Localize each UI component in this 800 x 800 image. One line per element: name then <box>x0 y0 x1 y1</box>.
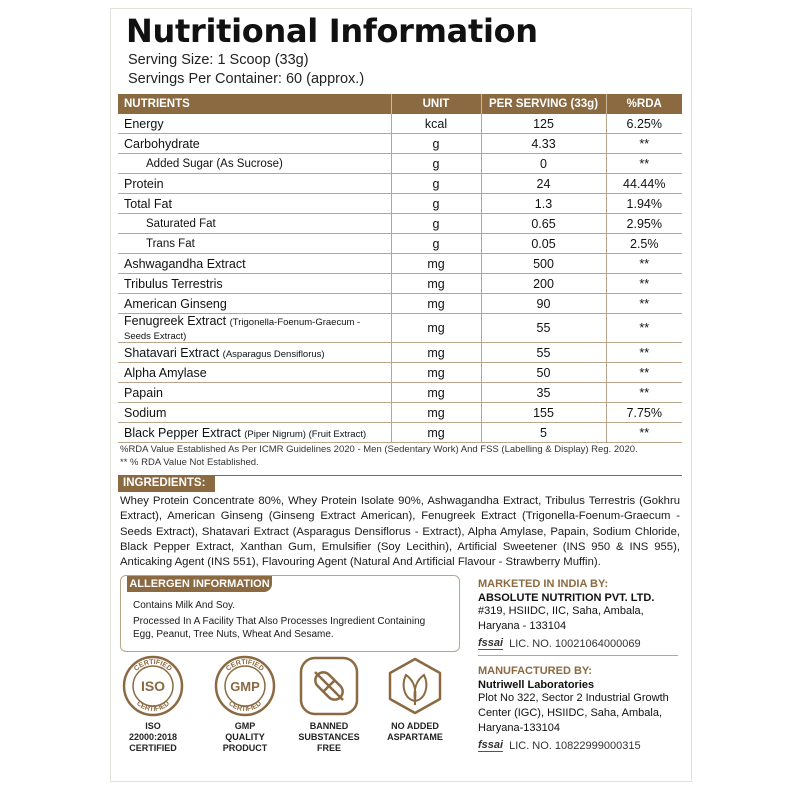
header-nutrients: NUTRIENTS <box>118 94 391 114</box>
unit-cell: mg <box>391 423 481 443</box>
per-serving-cell: 5 <box>481 423 606 443</box>
manufacturer-name: Nutriwell Laboratories <box>478 679 595 691</box>
nutrient-name <box>118 214 391 234</box>
nutrient-name <box>118 403 391 423</box>
ingredients-text: Whey Protein Concentrate 80%, Whey Protein Isolate 90%, Ashwagandha Extract, Tribulus Terrestris (Gokhru Extract), American Ginseng (Ginseng Extract American), Fenugreek Extract (Trigonella-Foenum-Graecum - Seeds Extract), Shatavari Extract (Asparagus Densiflorus - Extract), Alpha Amylase, Papain, Sodium Chloride, Black Pepper Extract, Xanthan Gum, Emulsifier (Soy Lecithin), Artificial Sweetener (INS 950 & INS 955), Anticaking Agent (INS 551), Flavouring Agent (Natural And Artificial Flavour - Strawberry Muffin). <box>120 495 680 569</box>
nutrient-label: Papain <box>124 385 163 400</box>
nutrient-label: Total Fat <box>124 196 172 211</box>
badge-mid-text: GMP <box>230 679 260 694</box>
table-row <box>118 383 682 403</box>
badge-label-line: NO ADDED <box>391 721 439 731</box>
badge-arc-text: CERTIFIED <box>135 700 171 714</box>
rda-cell: ** <box>606 134 682 154</box>
license-number: LIC. NO. 10822999000315 <box>509 740 641 752</box>
table-row <box>118 403 682 423</box>
nutrient-label: Trans Fat <box>146 237 195 250</box>
nutrient-label: Fenugreek Extract <box>124 314 227 328</box>
rda-cell: 2.95% <box>606 214 682 234</box>
ingredients-header <box>118 475 682 492</box>
no-added-aspartame-badge <box>380 655 450 743</box>
badge-label <box>210 721 280 754</box>
badge-label-line: QUALITY <box>225 732 265 742</box>
marketer-name: ABSOLUTE NUTRITION PVT. LTD. <box>478 592 655 604</box>
unit-cell: g <box>391 154 481 174</box>
banned-substances-icon <box>298 655 360 717</box>
badge-label-line: SUBSTANCES <box>298 732 360 742</box>
table-row <box>118 114 682 134</box>
badge-mid-text: ISO <box>140 678 166 694</box>
leaf-icon <box>384 655 446 717</box>
per-serving-cell: 35 <box>481 383 606 403</box>
nutrient-label: Ashwagandha Extract <box>124 256 246 271</box>
nutrient-label: Protein <box>124 176 164 191</box>
nutrient-name <box>118 294 391 314</box>
badge-label-line: ISO <box>145 721 161 731</box>
table-header-row <box>118 94 682 114</box>
unit-cell: mg <box>391 314 481 343</box>
certification-badges <box>118 655 463 767</box>
table-row <box>118 294 682 314</box>
table-row <box>118 423 682 443</box>
footnote-not-established: ** % RDA Value Not Established. <box>120 457 259 468</box>
rda-cell: ** <box>606 294 682 314</box>
nutrient-note: (Piper Nigrum) (Fruit Extract) <box>244 428 367 440</box>
badge-label <box>380 721 450 743</box>
iso-certified-icon <box>122 655 184 717</box>
rda-cell: 6.25% <box>606 114 682 134</box>
per-serving-cell: 24 <box>481 174 606 194</box>
rda-cell: 7.75% <box>606 403 682 423</box>
rda-cell: ** <box>606 423 682 443</box>
manufactured-heading: MANUFACTURED BY: <box>478 665 593 677</box>
nutrient-label: Black Pepper Extract <box>124 425 241 440</box>
marketed-by-block <box>478 578 678 650</box>
table-row <box>118 194 682 214</box>
unit-cell: g <box>391 214 481 234</box>
per-serving-cell: 0.65 <box>481 214 606 234</box>
marketed-heading: MARKETED IN INDIA BY: <box>478 578 609 590</box>
nutrient-name <box>118 114 391 134</box>
nutrient-label: Carbohydrate <box>124 136 200 151</box>
nutrient-name <box>118 343 391 363</box>
nutrition-table <box>118 94 682 443</box>
nutrition-table-body <box>118 114 682 443</box>
license-number: LIC. NO. 10021064000069 <box>509 638 641 650</box>
table-row <box>118 214 682 234</box>
per-serving-cell: 55 <box>481 343 606 363</box>
manufacturer-address: Haryana-133104 <box>478 722 560 734</box>
table-row <box>118 154 682 174</box>
nutrient-name <box>118 234 391 254</box>
nutrient-label: Energy <box>124 116 164 131</box>
per-serving-cell: 55 <box>481 314 606 343</box>
unit-cell: mg <box>391 254 481 274</box>
nutrient-label: Sodium <box>124 405 167 420</box>
rda-cell: 44.44% <box>606 174 682 194</box>
unit-cell: mg <box>391 403 481 423</box>
unit-cell: mg <box>391 343 481 363</box>
badge-label-line: 22000:2018 <box>128 732 178 742</box>
nutrient-label: Alpha Amylase <box>124 365 207 380</box>
nutrient-label: American Ginseng <box>124 296 227 311</box>
badge-label-line: FREE <box>316 743 341 753</box>
per-serving-cell: 500 <box>481 254 606 274</box>
serving-size: Serving Size: 1 Scoop (33g) <box>128 52 309 68</box>
allergen-line: Processed In A Facility That Also Processes Ingredient Containing <box>133 616 426 627</box>
nutrient-name <box>118 174 391 194</box>
badge-arc-text: CERTIFIED <box>227 700 263 714</box>
unit-cell: mg <box>391 363 481 383</box>
allergen-line: Contains Milk And Soy. <box>133 600 236 611</box>
banned-substances-badge <box>294 655 364 754</box>
unit-cell: mg <box>391 383 481 403</box>
table-row <box>118 174 682 194</box>
marketer-address: Haryana - 133104 <box>478 620 567 632</box>
unit-cell: mg <box>391 274 481 294</box>
nutrient-name <box>118 423 391 443</box>
badge-label <box>118 721 188 754</box>
per-serving-cell: 50 <box>481 363 606 383</box>
table-row <box>118 363 682 383</box>
badge-arc-text: CERTIFIED <box>225 658 265 673</box>
nutrient-label: Shatavari Extract <box>124 345 220 360</box>
servings-per-container: Servings Per Container: 60 (approx.) <box>128 71 365 87</box>
table-row <box>118 134 682 154</box>
marketer-license <box>478 638 678 650</box>
gmp-certified-icon <box>214 655 276 717</box>
per-serving-cell: 125 <box>481 114 606 134</box>
per-serving-cell: 0 <box>481 154 606 174</box>
per-serving-cell: 200 <box>481 274 606 294</box>
per-serving-cell: 155 <box>481 403 606 423</box>
table-row <box>118 234 682 254</box>
table-row <box>118 314 682 343</box>
page-title: Nutritional Information <box>126 12 538 50</box>
nutrient-name <box>118 134 391 154</box>
nutrient-name <box>118 274 391 294</box>
unit-cell: g <box>391 194 481 214</box>
nutrient-label: Saturated Fat <box>146 217 216 230</box>
rda-cell: ** <box>606 314 682 343</box>
fssai-logo-icon: fssai <box>478 637 504 649</box>
per-serving-cell: 4.33 <box>481 134 606 154</box>
rda-cell: ** <box>606 254 682 274</box>
rda-cell: ** <box>606 274 682 294</box>
marketer-address: #319, HSIIDC, IIC, Saha, Ambala, <box>478 605 644 617</box>
manufacturer-license <box>478 740 678 752</box>
nutrient-note: (Asparagus Densiflorus) <box>222 348 325 360</box>
badge-label-line: CERTIFIED <box>129 743 177 753</box>
badge-label-line: PRODUCT <box>222 743 268 753</box>
table-row <box>118 343 682 363</box>
nutrient-name <box>118 383 391 403</box>
unit-cell: kcal <box>391 114 481 134</box>
badge-label <box>294 721 364 754</box>
rda-cell: ** <box>606 383 682 403</box>
iso-badge <box>118 655 188 754</box>
nutrient-label: Added Sugar (As Sucrose) <box>146 157 283 170</box>
header-per-serving: PER SERVING (33g) <box>481 94 606 114</box>
per-serving-cell: 90 <box>481 294 606 314</box>
rda-cell: ** <box>606 363 682 383</box>
footnote-rda: %RDA Value Established As Per ICMR Guidelines 2020 - Men (Sedentary Work) And FSS (Labelling & Display) Reg. 2020. <box>120 444 638 455</box>
manufacturer-address: Plot No 322, Sector 2 Industrial Growth <box>478 692 669 704</box>
nutrient-note: (Trigonella-Foenum-Graecum - Seeds Extract) <box>124 317 361 342</box>
unit-cell: g <box>391 174 481 194</box>
header-rda: %RDA <box>606 94 682 114</box>
ingredients-heading: INGREDIENTS: <box>118 475 215 492</box>
per-serving-cell: 0.05 <box>481 234 606 254</box>
unit-cell: mg <box>391 294 481 314</box>
badge-label-line: GMP <box>234 721 256 731</box>
allergen-box <box>120 575 460 652</box>
gmp-badge <box>210 655 280 754</box>
nutrient-name <box>118 194 391 214</box>
table-row <box>118 254 682 274</box>
rda-cell: 2.5% <box>606 234 682 254</box>
nutrient-name <box>118 363 391 383</box>
allergen-line: Egg, Peanut, Tree Nuts, Wheat And Sesame. <box>133 629 334 640</box>
nutrient-name <box>118 254 391 274</box>
divider <box>478 655 678 656</box>
table-row <box>118 274 682 294</box>
rda-cell: ** <box>606 154 682 174</box>
manufactured-by-block <box>478 665 678 752</box>
unit-cell: g <box>391 234 481 254</box>
manufacturer-address: Center (IGC), HSIIDC, Saha, Ambala, <box>478 707 663 719</box>
rda-cell: ** <box>606 343 682 363</box>
allergen-heading: ALLERGEN INFORMATION <box>127 576 272 592</box>
badge-label-line: BANNED <box>309 721 349 731</box>
per-serving-cell: 1.3 <box>481 194 606 214</box>
nutrient-name <box>118 314 391 343</box>
badge-arc-text: CERTIFIED <box>133 658 173 673</box>
rda-cell: 1.94% <box>606 194 682 214</box>
nutrient-name <box>118 154 391 174</box>
header-unit: UNIT <box>391 94 481 114</box>
fssai-logo-icon: fssai <box>478 739 504 751</box>
unit-cell: g <box>391 134 481 154</box>
nutrient-label: Tribulus Terrestris <box>124 276 223 291</box>
badge-label-line: ASPARTAME <box>387 732 443 742</box>
